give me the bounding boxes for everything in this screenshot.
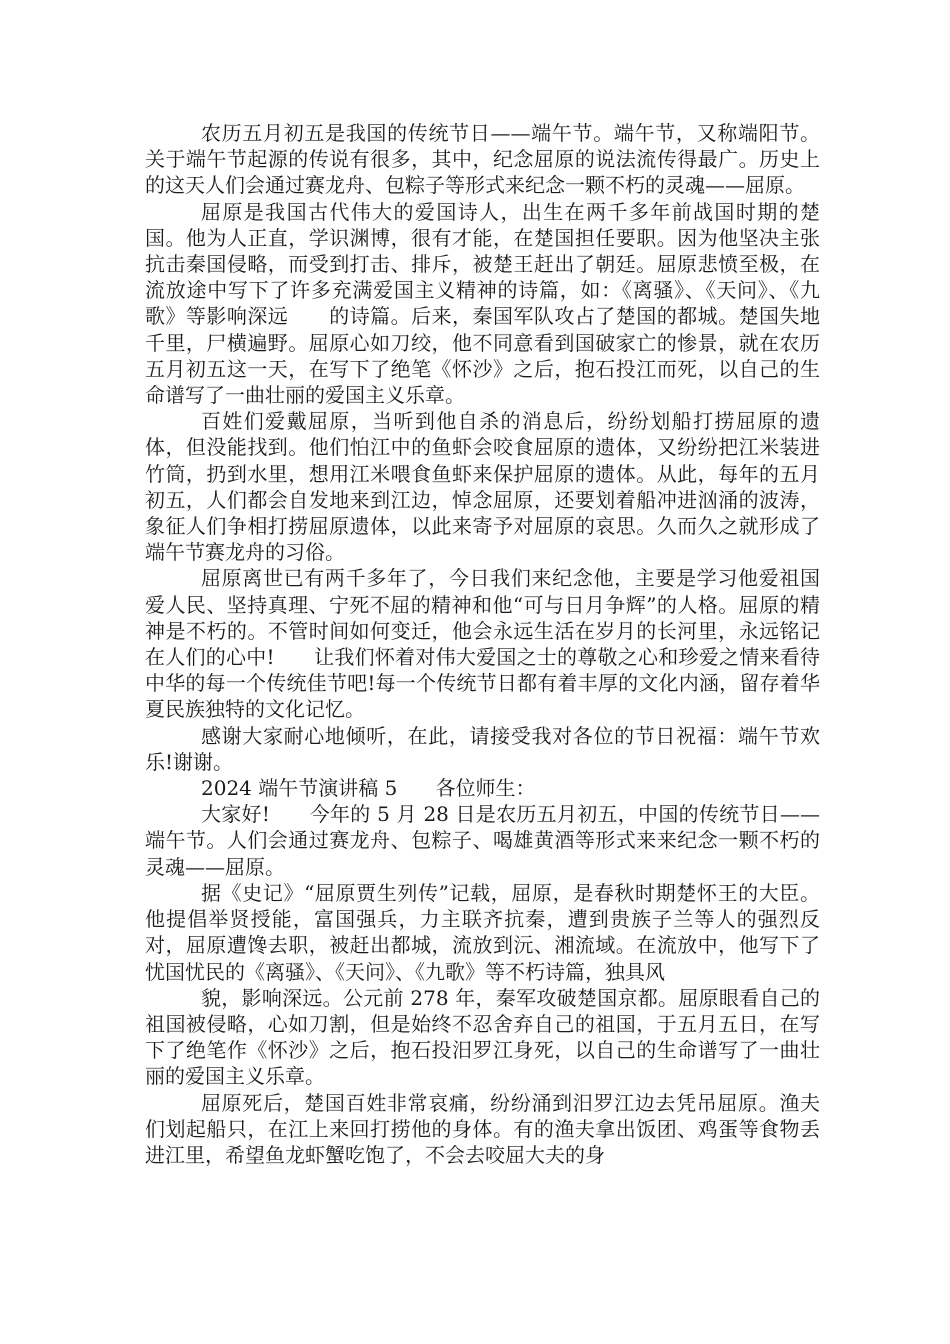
paragraph: 屈原是我国古代伟大的爱国诗人，出生在两千多年前战国时期的楚国。他为人正直，学识渊博，很有才能，在楚国担任要职。因为他坚决主张抗击秦国侵略，而受到打击、排斥，被楚王赶出了朝廷。屈原悲愤至极，在流放途中写下了许多充满爱国主义精神的诗篇，如：《离骚》、《天问》、《九歌》等影响深远 的诗篇。后来，秦国军队攻占了楚国的都城。楚国失地千里，尸横遍野。屈原心如刀绞，他不同意看到国破家亡的惨景，就在农历五月初五这一天，在写下了绝笔《怀沙》之后，抱石投江而死，以自己的生命谱写了一曲壮丽的爱国主义乐章。	[145, 199, 820, 408]
paragraph: 农历五月初五是我国的传统节日——端午节。端午节，又称端阳节。关于端午节起源的传说有很多，其中，纪念屈原的说法流传得最广。历史上的这天人们会通过赛龙舟、包粽子等形式来纪念一颗不朽的灵魂——屈原。	[145, 121, 820, 198]
paragraph: 屈原离世已有两千多年了，今日我们来纪念他，主要是学习他爱祖国爱人民、坚持真理、宁死不屈的精神和他“可与日月争辉”的人格。屈原的精神是不朽的。不管时间如何变迁，他会永远生活在岁月的长河里，永远铭记在人们的心中! 让我们怀着对伟大爱国之士的尊敬之心和珍爱之情来看待中华的每一个传统佳节吧!每一个传统节日都有着丰厚的文化内涵，留存着华夏民族独特的文化记忆。	[145, 566, 820, 722]
paragraph: 据《史记》“屈原贾生列传”记载，屈原，是春秋时期楚怀王的大臣。他提倡举贤授能，富国强兵，力主联齐抗秦，遭到贵族子兰等人的强烈反对，屈原遭馋去职，被赶出都城，流放到沅、湘流域。在流放中，他写下了忧国忧民的《离骚》、《天问》、《九歌》等不朽诗篇，独具风	[145, 880, 820, 984]
paragraph: 貌，影响深远。公元前 278 年，秦军攻破楚国京都。屈原眼看自己的祖国被侵略，心如刀割，但是始终不忍舍弃自己的祖国，于五月五日，在写下了绝笔作《怀沙》之后，抱石投汨罗江身死，以自己的生命谱写了一曲壮丽的爱国主义乐章。	[145, 985, 820, 1089]
paragraph: 感谢大家耐心地倾听，在此，请接受我对各位的节日祝福：端午节欢乐!谢谢。	[145, 723, 820, 774]
paragraph: 屈原死后，楚国百姓非常哀痛，纷纷涌到汨罗江边去凭吊屈原。渔夫们划起船只，在江上来回打捞他的身体。有的渔夫拿出饭团、鸡蛋等食物丢进江里，希望鱼龙虾蟹吃饱了，不会去咬屈大夫的身	[145, 1090, 820, 1167]
paragraph: 百姓们爱戴屈原，当听到他自杀的消息后，纷纷划船打捞屈原的遗体，但没能找到。他们怕江中的鱼虾会咬食屈原的遗体，又纷纷把江米装进竹筒，扔到水里，想用江米喂食鱼虾来保护屈原的遗体。从此，每年的五月初五，人们都会自发地来到江边，悼念屈原，还要划着船冲进汹涌的波涛，象征人们争相打捞屈原遗体，以此来寄予对屈原的哀思。久而久之就形成了端午节赛龙舟的习俗。	[145, 409, 820, 565]
paragraph: 大家好! 今年的 5 月 28 日是农历五月初五，中国的传统节日——端午节。人们会通过赛龙舟、包粽子、喝雄黄酒等形式来来纪念一颗不朽的灵魂——屈原。	[145, 802, 820, 879]
paragraph: 2024 端午节演讲稿 5 各位师生：	[201, 776, 536, 801]
document-body	[145, 120, 820, 1168]
